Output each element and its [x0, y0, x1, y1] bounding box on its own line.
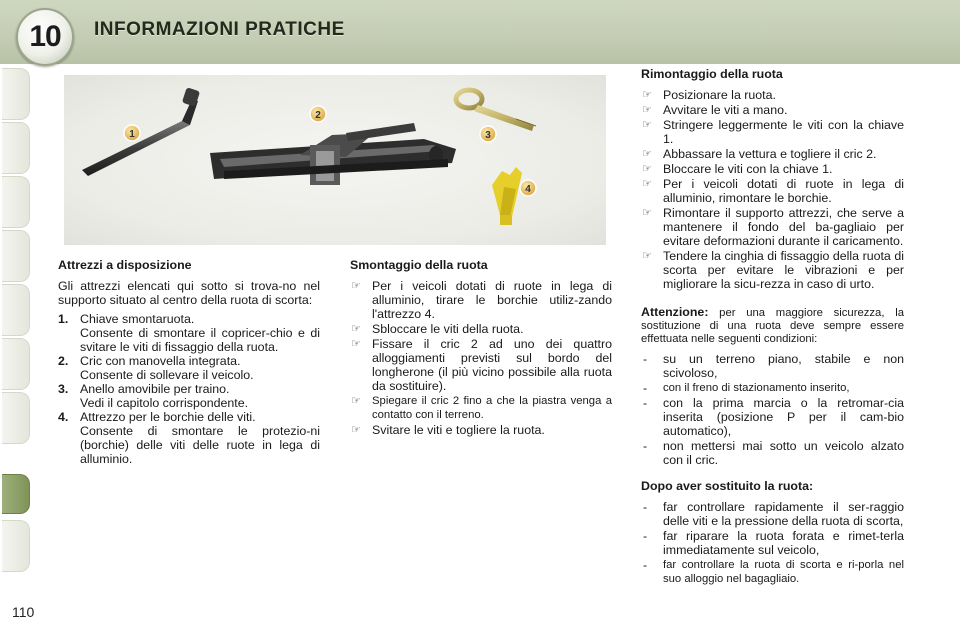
- item-title: Chiave smontaruota.: [80, 312, 195, 326]
- item-number: 4.: [58, 410, 69, 424]
- step-text: Fissare il cric 2 ad uno dei quattro alloggiamenti previsti sul bordo del longherone (il più vicino possibile alla ruota da sostituire).: [372, 337, 612, 393]
- attention-label: Attenzione:: [641, 305, 709, 319]
- step-text: Svitare le viti e togliere la ruota.: [372, 423, 545, 437]
- pointing-hand-icon: ☞: [642, 89, 652, 101]
- chapter-tab[interactable]: [2, 122, 30, 174]
- condition-text: con la prima marcia o la retromar-cia inserita (posizione P per il cam-bio automatico),: [663, 396, 904, 438]
- chapter-title: INFORMAZIONI PRATICHE: [94, 19, 345, 40]
- item-description: Consente di sollevare il veicolo.: [80, 368, 254, 382]
- item-description: Consente di smontare il copricer-chio e di svitare le viti di fissaggio della ruota.: [80, 326, 320, 354]
- attention-text: per una maggiore sicurezza, la sostituzione di una ruota deve sempre essere effettuata nelle seguenti condizioni:: [641, 307, 904, 345]
- callout-4: [520, 180, 536, 196]
- refit-section: [641, 67, 904, 587]
- dash-marker: -: [643, 352, 648, 366]
- list-item: [641, 500, 904, 528]
- list-item: [58, 410, 320, 424]
- step-text: Per i veicoli dotati di ruote in lega di alluminio, tirare le borchie utiliz-zando l'attrezzo 4.: [372, 279, 612, 321]
- page-number: 110: [12, 604, 35, 620]
- dash-marker: -: [643, 396, 648, 410]
- section-heading: Smontaggio della ruota: [350, 258, 488, 272]
- step-text: Per i veicoli dotati di ruote in lega di alluminio, rimontare le borchie.: [663, 177, 904, 205]
- list-item: [641, 147, 904, 161]
- section-heading: Dopo aver sostituito la ruota:: [641, 479, 814, 493]
- condition-text: su un terreno piano, stabile e non scivoloso,: [663, 352, 904, 380]
- callout-1-label: 1: [129, 129, 135, 140]
- tools-section: [58, 258, 320, 466]
- step-text: Tendere la cinghia di fissaggio della ruota di scorta per evitare le vibrazioni e per migliorare la sicu-rezza in caso di urto.: [663, 249, 904, 291]
- list-item: [641, 162, 904, 176]
- callout-2-label: 2: [315, 110, 321, 121]
- list-item: [350, 423, 612, 437]
- bolt-cap-tool-icon: [492, 167, 522, 225]
- list-item: [641, 352, 904, 380]
- after-text: far riparare la ruota forata e rimet-terla immediatamente sul veicolo,: [663, 529, 904, 557]
- item-title: Cric con manovella integrata.: [80, 354, 241, 368]
- pointing-hand-icon: ☞: [351, 338, 361, 350]
- list-item: [58, 354, 320, 368]
- pointing-hand-icon: ☞: [642, 250, 652, 262]
- list-item: [641, 381, 904, 395]
- chapter-tab[interactable]: [2, 338, 30, 390]
- pointing-hand-icon: ☞: [642, 104, 652, 116]
- item-description: Vedi il capitolo corrispondente.: [80, 396, 249, 410]
- removal-section: [350, 258, 612, 438]
- dash-marker: -: [643, 558, 648, 572]
- after-text: far controllare la ruota di scorta e ri-porla nel suo alloggio nel bagagliaio.: [663, 559, 904, 585]
- item-description: Consente di smontare le protezio-ni (borchie) delle viti delle ruote in lega di alluminio.: [80, 424, 320, 466]
- step-text: Avvitare le viti a mano.: [663, 103, 788, 117]
- attention-note: [641, 306, 904, 346]
- chapter-tab[interactable]: [2, 230, 30, 282]
- dash-marker: -: [643, 381, 648, 395]
- chapter-tab-active[interactable]: [2, 474, 30, 514]
- wheel-brace-icon: [82, 87, 200, 176]
- callout-2: [310, 106, 326, 122]
- step-text: Posizionare la ruota.: [663, 88, 776, 102]
- step-text: Stringere leggermente le viti con la chiave 1.: [663, 118, 904, 146]
- list-item: [58, 312, 320, 326]
- list-item: [641, 103, 904, 117]
- list-item: [350, 394, 612, 422]
- pointing-hand-icon: ☞: [642, 178, 652, 190]
- section-heading: Rimontaggio della ruota: [641, 67, 783, 81]
- pointing-hand-icon: ☞: [351, 424, 361, 436]
- tools-drawing: [64, 75, 606, 245]
- step-text: Abbassare la vettura e togliere il cric 2.: [663, 147, 877, 161]
- chapter-tab[interactable]: [2, 284, 30, 336]
- item-number: 3.: [58, 382, 69, 396]
- list-item: [641, 206, 904, 248]
- list-item: [641, 177, 904, 205]
- condition-text: con il freno di stazionamento inserito,: [663, 382, 850, 394]
- step-text: Spiegare il cric 2 fino a che la piastra venga a contatto con il terreno.: [372, 395, 612, 421]
- list-item: [641, 558, 904, 586]
- chapter-tab[interactable]: [2, 68, 30, 120]
- list-item: [641, 249, 904, 291]
- after-text: far controllare rapidamente il ser-raggio delle viti e la pressione della ruota di scorta,: [663, 500, 904, 528]
- list-item: [350, 279, 612, 321]
- pointing-hand-icon: ☞: [351, 395, 361, 407]
- step-text: Rimontare il supporto attrezzi, che serve a mantenere il fondo del ba-gagliaio per evitare deformazioni durante il caricamento.: [663, 206, 904, 248]
- pointing-hand-icon: ☞: [642, 207, 652, 219]
- list-item: [350, 337, 612, 393]
- list-item: [58, 382, 320, 396]
- list-item: [641, 529, 904, 557]
- callout-3-label: 3: [485, 130, 491, 141]
- list-item: [641, 396, 904, 438]
- dash-marker: -: [643, 500, 648, 514]
- list-item: [641, 88, 904, 102]
- list-item: [641, 118, 904, 146]
- list-item: [641, 439, 904, 467]
- item-title: Attrezzo per le borchie delle viti.: [80, 410, 256, 424]
- list-item: [350, 322, 612, 336]
- callout-3: [480, 126, 496, 142]
- dash-marker: -: [643, 529, 648, 543]
- chapter-tab[interactable]: [2, 176, 30, 228]
- callout-1: [124, 125, 140, 141]
- pointing-hand-icon: ☞: [351, 323, 361, 335]
- dash-marker: -: [643, 439, 648, 453]
- towing-eye-icon: [456, 90, 536, 131]
- item-title: Anello amovibile per traino.: [80, 382, 230, 396]
- callout-4-label: 4: [525, 184, 531, 195]
- intro-text: Gli attrezzi elencati qui sotto si trova-no nel supporto situato al centro della ruota di scorta:: [58, 279, 320, 307]
- item-number: 2.: [58, 354, 69, 368]
- chapter-tab[interactable]: [2, 520, 30, 572]
- pointing-hand-icon: ☞: [642, 119, 652, 131]
- pointing-hand-icon: ☞: [642, 163, 652, 175]
- item-number: 1.: [58, 312, 69, 326]
- chapter-tab-strip: [0, 64, 34, 576]
- chapter-badge: 10: [16, 8, 74, 66]
- jack-icon: [210, 123, 456, 185]
- page-header: [0, 0, 960, 64]
- step-text: Bloccare le viti con la chiave 1.: [663, 162, 833, 176]
- section-heading: Attrezzi a disposizione: [58, 258, 192, 272]
- pointing-hand-icon: ☞: [351, 280, 361, 292]
- chapter-tab[interactable]: [2, 392, 30, 444]
- tools-illustration: [64, 75, 606, 245]
- step-text: Sbloccare le viti della ruota.: [372, 322, 524, 336]
- pointing-hand-icon: ☞: [642, 148, 652, 160]
- condition-text: non mettersi mai sotto un veicolo alzato con il cric.: [663, 439, 904, 467]
